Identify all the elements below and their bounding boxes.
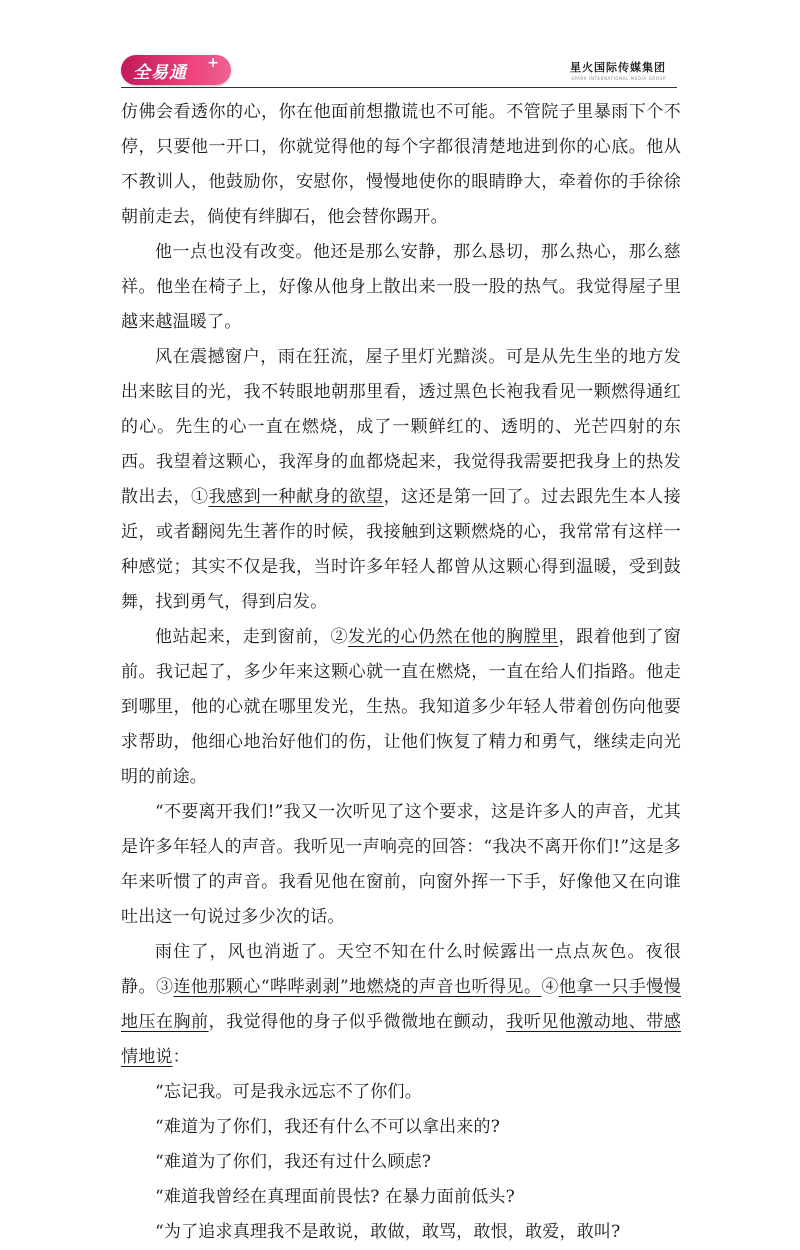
text: 他站起来，走到窗前， <box>155 627 331 647</box>
marker-3: ③ <box>155 977 174 997</box>
text: ，我觉得他的身子似乎微微地在颤动， <box>208 1012 507 1032</box>
brand-logo <box>121 55 231 85</box>
paragraph-2: 他一点也没有改变。他还是那么安静，那么恳切，那么热心，那么慈祥。他坐在椅子上，好像从他身上散出来一股一股的热气。我觉得屋子里越来越温暖了。 <box>121 242 681 332</box>
quote-line-1: “忘记我。可是我永远忘不了你们。 <box>155 1082 422 1102</box>
text: ，跟着他到了窗前。我记起了，多少年来这颗心就一直在燃烧，一直在给人们指路。他走到哪里，他的心就在哪里发光，生热。我知道多少年轻人带着创伤向他要求帮助，他细心地治好他们的伤，让他们恢复了精力和勇气，继续走向光明的前途。 <box>121 627 681 787</box>
logo-plus-icon: + <box>207 55 219 71</box>
paragraph-6 <box>121 935 681 1075</box>
paragraph-1: 仿佛会看透你的心，你在他面前想撒谎也不可能。不管院子里暴雨下个不停，只要他一开口，你就觉得他的每个字都很清楚地进到你的心底。他从不教训人，他鼓励你，安慰你，慢慢地使你的眼睛睁大，牵着你的手徐徐朝前走去，倘使有绊脚石，他会替你踢开。 <box>121 102 681 227</box>
quote-line-4: “难道我曾经在真理面前畏怯? 在暴力面前低头? <box>155 1187 515 1207</box>
page-header <box>0 0 800 90</box>
header-divider <box>121 87 677 88</box>
paragraph-3 <box>121 340 681 620</box>
underlined-sentence-3: 连他那颗心“哔哔剥剥”地燃烧的声音也听得见。 <box>173 977 542 997</box>
logo-text: 全易通 <box>133 63 187 83</box>
marker-2: ② <box>330 627 348 647</box>
underlined-sentence-2: 发光的心仍然在他的胸膛里 <box>348 627 559 647</box>
underlined-sentence-1: 我感到一种献身的欲望 <box>208 487 384 507</box>
publisher-name-en: SPARK INTERNATIONAL MEDIA GROUP <box>571 76 666 81</box>
paragraph-4 <box>121 620 681 795</box>
article-body <box>121 95 681 1250</box>
text: 风在震撼窗户，雨在狂流，屋子里灯光黯淡。可是从先生坐的地方发出来眩目的光，我不转眼地朝那里看，透过黑色长袍我看见一颗燃得通红的心。先生的心一直在燃烧，成了一颗鲜红的、透明的、光芒四射的东西。我望着这颗心，我浑身的血都烧起来，我觉得我需要把我身上的热发散出去， <box>121 347 681 507</box>
quote-line-5: “为了追求真理我不是敢说，敢做，敢骂，敢恨，敢爱，敢叫? <box>155 1222 621 1242</box>
text: ，这还是第一回了。过去跟先生本人接近，或者翻阅先生著作的时候，我接触到这颗燃烧的心，我常常有这样一种感觉；其实不仅是我，当时许多年轻人都曾从这颗心得到温暖，受到鼓舞，找到勇气，得到启发。 <box>121 487 681 612</box>
quote-line-3: “难道为了你们，我还有过什么顾虑? <box>155 1152 432 1172</box>
underlined-sentence-5: 我听见他激动地、带感情地说 <box>121 1012 682 1067</box>
publisher-mark <box>570 59 666 81</box>
marker-4: ④ <box>541 977 559 997</box>
paragraph-5: “不要离开我们!”我又一次听见了这个要求，这是许多人的声音，尤其是许多年轻人的声音。我听见一声响亮的回答：“我决不离开你们!”这是多年来听惯了的声音。我看见他在窗前，向窗外挥一下手，好像他又在向谁吐出这一句说过多少次的话。 <box>121 802 681 927</box>
quote-line-2: “难道为了你们，我还有什么不可以拿出来的? <box>155 1117 501 1137</box>
publisher-name: 星火国际传媒集团 <box>570 61 666 74</box>
text: 雨住了，风也消逝了。天空不知在什么时候露出一点点灰色。夜很静。 <box>121 942 681 997</box>
marker-1: ① <box>191 487 209 507</box>
text: ： <box>172 1047 190 1067</box>
underlined-sentence-4: 他拿一只手慢慢地压在胸前 <box>121 977 681 1032</box>
